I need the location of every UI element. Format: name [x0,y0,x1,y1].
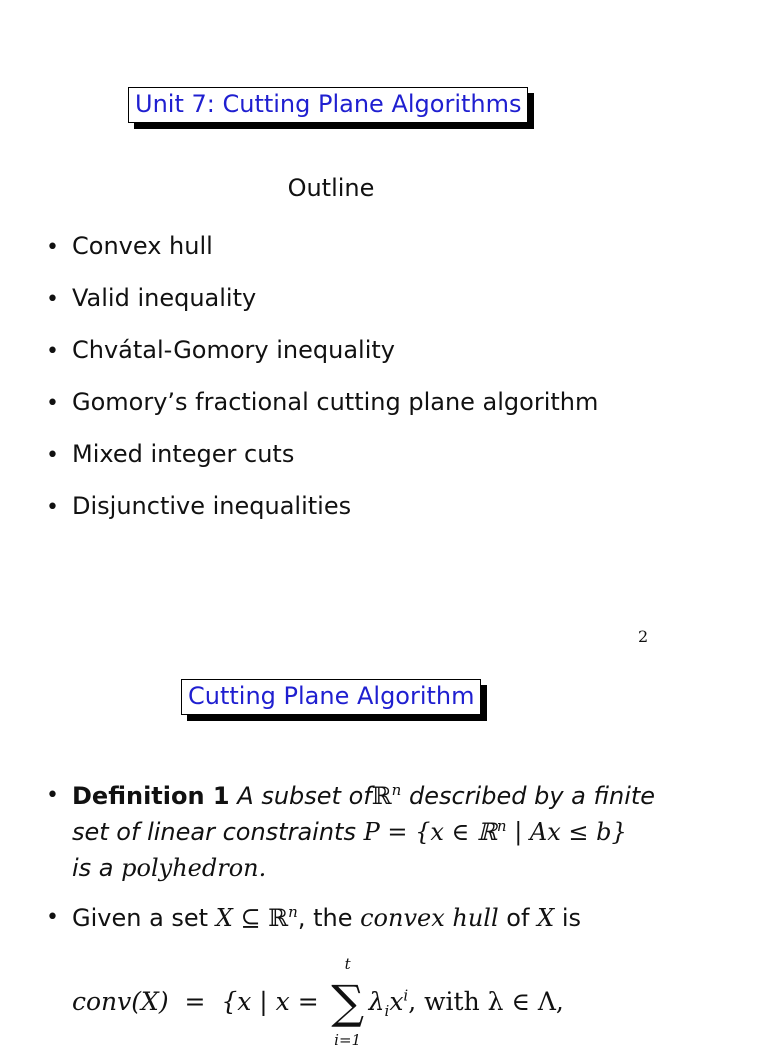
bullet-icon: • [46,391,59,416]
list-item-text: Convex hull [72,232,213,260]
math-superscript: n [496,817,507,835]
list-item [46,384,598,436]
slide-title-box [181,679,481,715]
list-item-text: Mixed integer cuts [72,440,295,468]
summation-icon [327,955,369,1049]
definition-body [72,778,655,886]
math-superscript: n [391,781,402,799]
slide-title: Unit 7: Cutting Plane Algorithms [135,90,522,118]
list-item [46,332,598,384]
body-text: of [506,904,530,932]
bullet-icon: • [46,235,59,260]
definition-text: described by a finite [408,782,656,810]
bullet-icon: • [46,905,59,930]
definition-text: is a [72,854,114,882]
body-text: Given a set [72,904,209,932]
body-text: is [561,904,581,932]
formula-lhs: conv(X) [72,987,169,1016]
sum-lower-limit: i=1 [334,1031,362,1049]
convex-hull-term: convex hull [360,904,499,932]
list-item-text: Valid inequality [72,284,257,312]
math-variable: X [215,904,233,932]
sum-upper-limit: t [344,955,351,973]
list-item-text: Chvátal-Gomory inequality [72,336,395,364]
math-subscript: i [384,1002,390,1020]
formula-equals: = [184,987,206,1016]
definition-text: set of linear constraints [72,818,356,846]
formula-lambda: λ [368,987,385,1016]
bullet-icon: • [46,495,59,520]
formula-set: {x | x = [221,987,319,1016]
convex-hull-bullet [46,900,581,936]
list-item-text: Disjunctive inequalities [72,492,352,520]
math-superscript: n [288,903,298,921]
math-variable: X [537,904,555,932]
body-text: , the [297,904,353,932]
math-superscript: i [403,986,409,1005]
math-polyhedron: P = {x ∈ ℝ [363,818,497,846]
list-item [46,488,598,540]
definition-bullet [46,778,655,886]
definition-text: A subset of [237,782,372,810]
slide-title: Cutting Plane Algorithm [188,682,475,710]
list-item-text: Gomory’s fractional cutting plane algorithm [72,388,599,416]
sum-symbol: ∑ [331,975,365,1029]
bullet-icon: • [46,339,59,364]
formula-x: x [389,987,404,1016]
definition-term: polyhedron. [121,854,267,882]
definition-label: Definition 1 [72,782,230,810]
list-item [46,436,598,488]
outline-list [46,228,598,540]
slide-title-box [128,87,528,123]
list-item [46,280,598,332]
page-number: 2 [638,627,649,646]
outline-heading: Outline [287,174,375,202]
math-subset: ⊆ ℝ [232,904,289,932]
convex-hull-formula [72,955,564,1049]
math-polyhedron-end: | Ax ≤ b} [506,818,627,846]
bullet-icon: • [46,783,59,808]
math-reals: ℝ [371,782,392,810]
list-item [46,228,598,280]
bullet-icon: • [46,443,59,468]
bullet-icon: • [46,287,59,312]
convex-hull-body [72,900,581,936]
formula-condition: , with λ ∈ Λ, [408,987,564,1016]
